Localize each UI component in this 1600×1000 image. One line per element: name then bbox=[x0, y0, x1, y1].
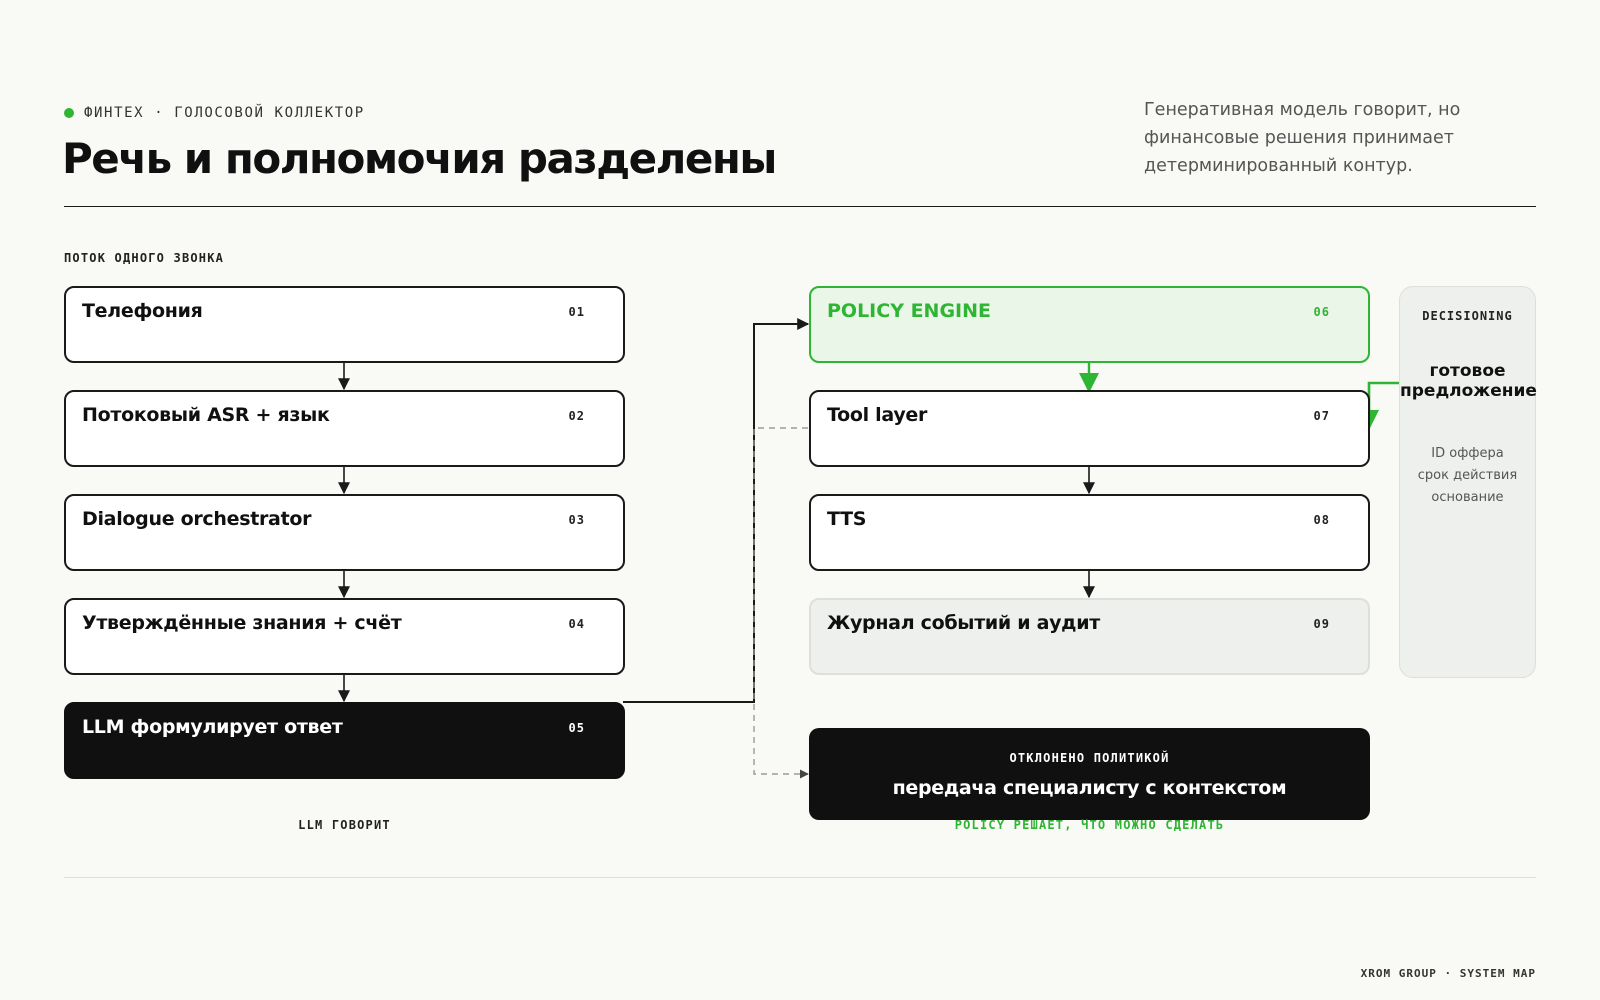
node-label: Журнал событий и аудит bbox=[827, 612, 1100, 634]
footer-credit: XROM GROUP · SYSTEM MAP bbox=[1360, 967, 1536, 980]
decisioning-meta bbox=[1400, 443, 1535, 509]
node-number: 09 bbox=[1313, 617, 1330, 631]
node-tool-layer bbox=[809, 390, 1370, 467]
node-number: 02 bbox=[568, 409, 585, 423]
left-column-caption: LLM ГОВОРИТ bbox=[298, 818, 391, 832]
flow-caption: ПОТОК ОДНОГО ЗВОНКА bbox=[64, 251, 225, 265]
node-telephony bbox=[64, 286, 625, 363]
node-asr bbox=[64, 390, 625, 467]
decisioning-title-line2: предложение bbox=[1400, 381, 1537, 401]
node-number: 03 bbox=[568, 513, 585, 527]
node-number: 06 bbox=[1313, 305, 1330, 319]
node-number: 08 bbox=[1313, 513, 1330, 527]
rejected-text: передача специалисту с контекстом bbox=[892, 777, 1287, 799]
node-number: 07 bbox=[1313, 409, 1330, 423]
node-audit-log bbox=[809, 598, 1370, 675]
node-llm bbox=[64, 702, 625, 779]
decisioning-kicker: DECISIONING bbox=[1422, 309, 1513, 323]
decisioning-panel bbox=[1399, 286, 1536, 678]
node-label: POLICY ENGINE bbox=[827, 300, 991, 322]
meta-validity: срок действия bbox=[1417, 468, 1518, 483]
node-label: Утверждённые знания + счёт bbox=[82, 612, 402, 634]
node-label: Телефония bbox=[82, 300, 203, 322]
page-lede: Генеративная модель говорит, но финансовые решения принимает детерминированный контур. bbox=[1144, 100, 1461, 176]
node-label: TTS bbox=[827, 508, 867, 530]
node-tts bbox=[809, 494, 1370, 571]
arrow-rejected bbox=[754, 428, 808, 774]
meta-reason: основание bbox=[1431, 490, 1504, 505]
arrow-05-06 bbox=[623, 324, 808, 702]
meta-offer-id: ID оффера bbox=[1431, 446, 1504, 461]
node-label: Tool layer bbox=[827, 404, 928, 426]
arrow-decision-tool bbox=[1369, 383, 1402, 428]
node-label: Потоковый ASR + язык bbox=[82, 404, 330, 426]
node-policy-engine bbox=[809, 286, 1370, 363]
right-column-caption: POLICY РЕШАЕТ, ЧТО МОЖНО СДЕЛАТЬ bbox=[954, 818, 1225, 832]
page-title: Речь и полномочия разделены bbox=[62, 134, 776, 183]
rejected-kicker: ОТКЛОНЕНО ПОЛИТИКОЙ bbox=[1009, 751, 1170, 765]
kicker-text: ФИНТЕХ · ГОЛОСОВОЙ КОЛЛЕКТОР bbox=[84, 105, 365, 121]
node-number: 01 bbox=[568, 305, 585, 319]
node-label: LLM формулирует ответ bbox=[82, 716, 343, 738]
node-label: Dialogue orchestrator bbox=[82, 508, 312, 530]
decisioning-title-line1: готовое bbox=[1429, 361, 1506, 381]
node-number: 04 bbox=[568, 617, 585, 631]
node-number: 05 bbox=[568, 721, 585, 735]
node-orchestrator bbox=[64, 494, 625, 571]
footer-divider bbox=[64, 877, 1536, 878]
decisioning-title bbox=[1400, 361, 1535, 401]
node-rejected-handoff bbox=[809, 728, 1370, 820]
node-knowledge bbox=[64, 598, 625, 675]
